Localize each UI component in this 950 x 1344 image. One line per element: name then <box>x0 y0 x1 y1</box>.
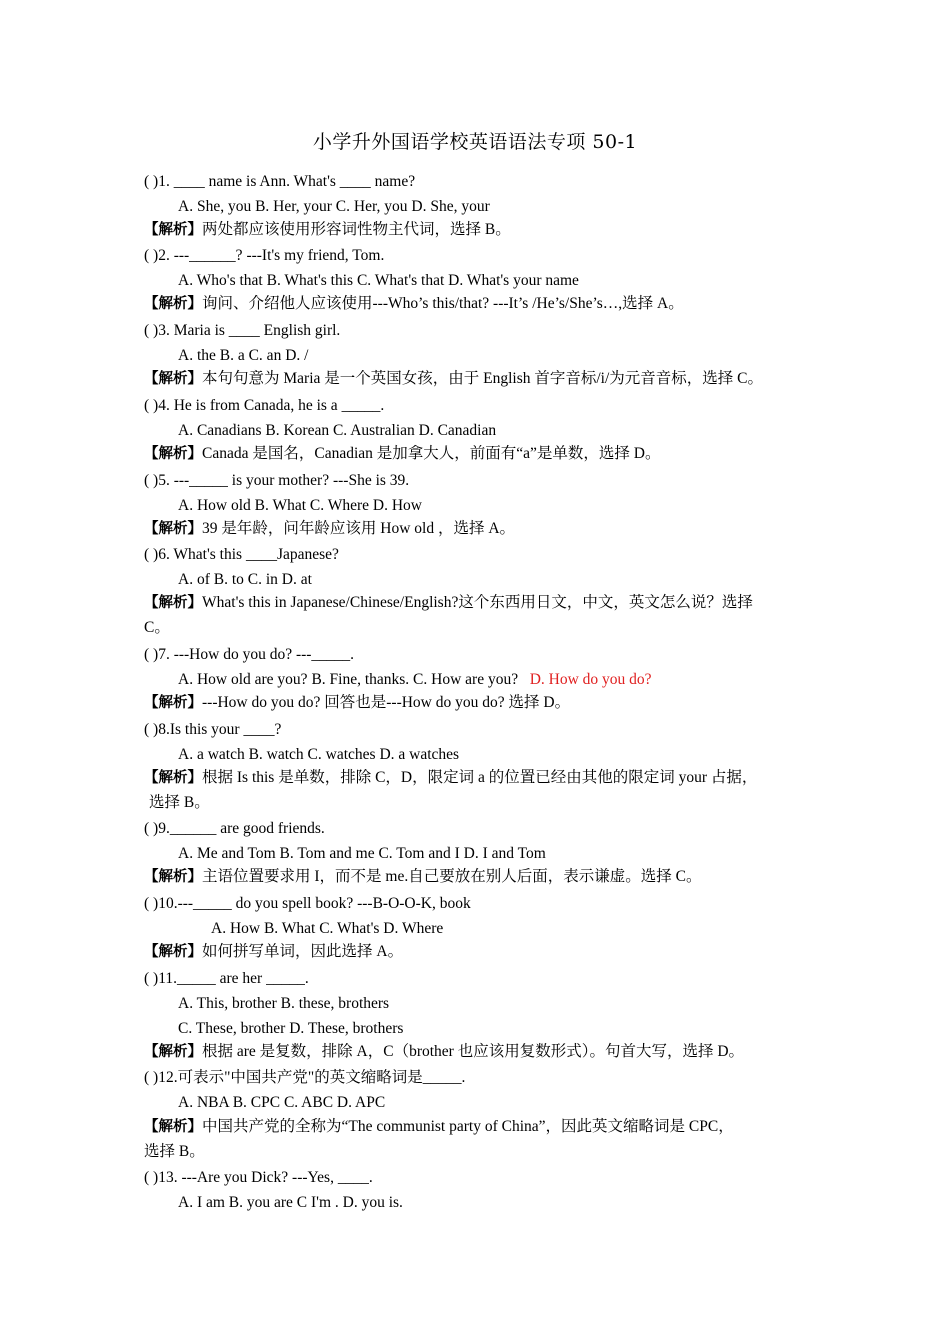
analysis-tag: 【解析】 <box>144 594 202 611</box>
question-12-stem: ( )12.可表示"中国共产党"的英文缩略词是_____. <box>144 1069 466 1086</box>
question-12-analysis <box>144 1117 734 1137</box>
question-11-options-line2: C. These, brother D. These, brothers <box>178 1020 404 1037</box>
question-8-analysis <box>144 768 757 788</box>
question-8-options: A. a watch B. watch C. watches D. a watches <box>178 746 460 763</box>
question-8-stem: ( )8.Is this your ____? <box>144 721 282 738</box>
question-12-options: A. NBA B. CPC C. ABC D. APC <box>178 1094 386 1111</box>
analysis-text: 39 是年龄，问年龄应该用 How old ，选择 A。 <box>202 520 516 537</box>
question-13-stem: ( )13. ---Are you Dick? ---Yes, ____. <box>144 1169 373 1186</box>
question-5-stem: ( )5. ---_____ is your mother? ---She is 39. <box>144 472 410 489</box>
analysis-tag: 【解析】 <box>144 694 202 711</box>
question-11-options-line1: A. This, brother B. these, brothers <box>178 995 390 1012</box>
analysis-tag: 【解析】 <box>144 868 202 885</box>
question-9-analysis <box>144 867 701 887</box>
analysis-text: 主语位置要求用 I，而不是 me.自己要放在别人后面，表示谦虚。选择 C。 <box>202 868 702 885</box>
question-3-analysis <box>144 369 763 389</box>
question-11-analysis <box>144 1042 744 1062</box>
analysis-text: 根据 Is this 是单数，排除 C，D，限定词 a 的位置已经由其他的限定词 your 占据， <box>202 769 758 786</box>
question-4-stem: ( )4. He is from Canada, he is a _____. <box>144 397 385 414</box>
page-title: 小学升外国语学校英语语法专项 50-1 <box>312 131 638 153</box>
analysis-tag: 【解析】 <box>144 1043 202 1060</box>
question-12-analysis-cont: 选择 B。 <box>144 1143 205 1160</box>
analysis-tag: 【解析】 <box>144 295 202 312</box>
question-6-stem: ( )6. What's this ____Japanese? <box>144 546 339 563</box>
analysis-text: 询问、介绍他人应该使用---Who’s this/that? ---It’s /He’s/She’s…,选择 A。 <box>202 295 684 312</box>
question-8-analysis-cont: 选择 B。 <box>149 794 210 811</box>
question-2-analysis <box>144 294 684 314</box>
question-3-stem: ( )3. Maria is ____ English girl. <box>144 322 341 339</box>
question-9-stem: ( )9.______ are good friends. <box>144 820 325 837</box>
question-13-options: A. I am B. you are C I'm . D. you is. <box>178 1194 403 1211</box>
analysis-text: ---How do you do? 回答也是---How do you do? 选择 D。 <box>202 694 571 711</box>
analysis-text: What's this in Japanese/Chinese/English?这个东西用日文，中文，英文怎么说？选择 <box>202 594 753 611</box>
question-10-analysis <box>144 942 403 962</box>
question-6-options: A. of B. to C. in D. at <box>178 571 312 588</box>
question-4-analysis <box>144 444 660 464</box>
question-7-options-plain: A. How old are you? B. Fine, thanks. C. How are you? <box>178 671 519 688</box>
question-10-stem: ( )10.---_____ do you spell book? ---B-O-O-K, book <box>144 895 471 912</box>
analysis-text: 如何拼写单词，因此选择 A。 <box>202 943 404 960</box>
question-7-options <box>178 670 652 690</box>
analysis-text: Canada 是国名，Canadian 是加拿大人，前面有“a”是单数，选择 D。 <box>202 445 661 462</box>
question-1-options: A. She, you B. Her, your C. Her, you D. She, your <box>178 198 490 215</box>
question-2-stem: ( )2. ---______? ---It's my friend, Tom. <box>144 247 385 264</box>
analysis-tag: 【解析】 <box>144 370 202 387</box>
analysis-tag: 【解析】 <box>144 769 202 786</box>
question-4-options: A. Canadians B. Korean C. Australian D. Canadian <box>178 422 497 439</box>
question-10-options: A. How B. What C. What's D. Where <box>211 920 444 937</box>
question-1-analysis <box>144 220 511 240</box>
question-9-options: A. Me and Tom B. Tom and me C. Tom and I D. I and Tom <box>178 845 546 862</box>
analysis-tag: 【解析】 <box>144 943 202 960</box>
question-1-stem: ( )1. ____ name is Ann. What's ____ name? <box>144 173 416 190</box>
question-6-analysis <box>144 593 753 613</box>
question-5-analysis <box>144 519 515 539</box>
question-7-stem: ( )7. ---How do you do? ---_____. <box>144 646 355 663</box>
analysis-text: 两处都应该使用形容词性物主代词，选择 B。 <box>202 221 511 238</box>
question-5-options: A. How old B. What C. Where D. How <box>178 497 422 514</box>
analysis-text: 本句句意为 Maria 是一个英国女孩，由于 English 首字音标/i/为元音音标，选择 C。 <box>202 370 764 387</box>
analysis-tag: 【解析】 <box>144 221 202 238</box>
analysis-tag: 【解析】 <box>144 520 202 537</box>
analysis-text: 根据 are 是复数，排除 A，C（brother 也应该用复数形式）。句首大写，选择 D。 <box>202 1043 745 1060</box>
question-6-analysis-cont: C。 <box>144 619 170 636</box>
question-3-options: A. the B. a C. an D. / <box>178 347 309 364</box>
analysis-tag: 【解析】 <box>144 445 202 462</box>
question-11-stem: ( )11._____ are her _____. <box>144 970 309 987</box>
analysis-tag: 【解析】 <box>144 1118 202 1135</box>
question-7-answer-highlight: D. How do you do? <box>529 671 652 688</box>
question-7-analysis <box>144 693 570 713</box>
analysis-text: 中国共产党的全称为“The communist party of China”，因此英文缩略词是 CPC， <box>202 1118 734 1135</box>
question-2-options: A. Who's that B. What's this C. What's that D. What's your name <box>178 272 579 289</box>
